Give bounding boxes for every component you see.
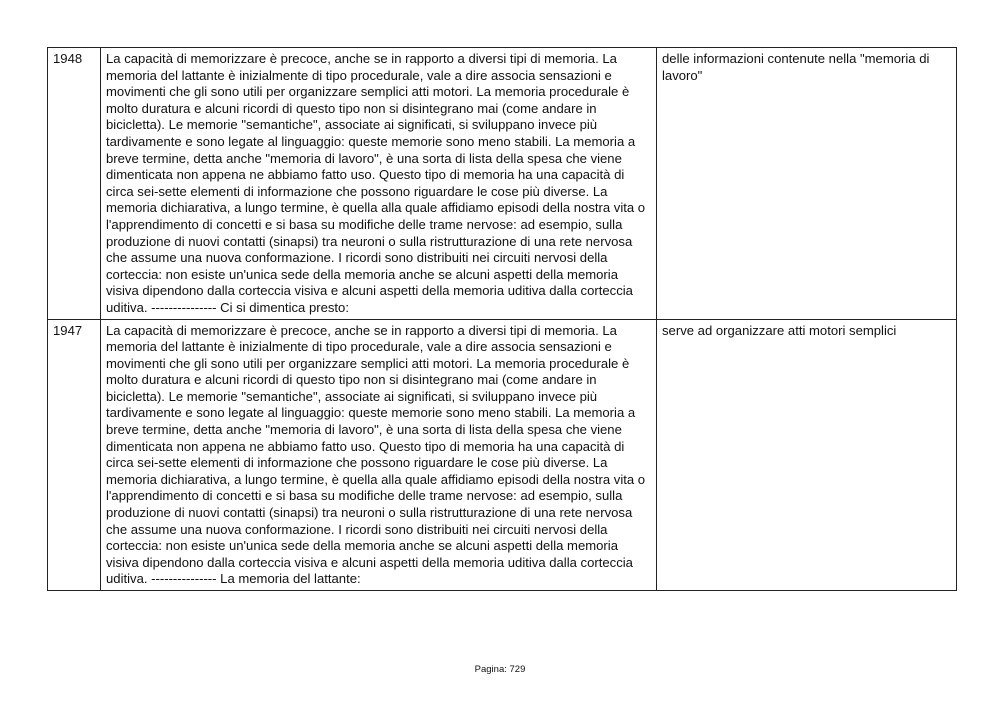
table-row bbox=[48, 319, 957, 591]
question-text: La capacità di memorizzare è precoce, anche se in rapporto a diversi tipi di memoria. La memoria del lattante è inizialmente di tipo procedurale, vale a dire associa sensazioni e movimenti che gli sono utili per organizzare semplici atti motori. La memoria procedurale è molto duratura e alcuni ricordi di questo tipo non si disintegrano mai (come andare in bicicletta). Le memorie "semantiche", associate ai significati, si sviluppano invece più tardivamente e sono legate al linguaggio: queste memorie sono meno stabili. La memoria a breve termine, detta anche "memoria di lavoro", è una sorta di lista della spesa che viene dimenticata non appena ne abbiamo fatto uso. Questo tipo di memoria ha una capacità di circa sei-sette elementi di informazione che possono riguardare le cose più diverse. La memoria dichiarativa, a lungo termine, è quella alla quale affidiamo episodi della nostra vita o l'apprendimento di concetti e si basa su modifiche delle trame nervose: ad esempio, sulla produzione di nuovi contatti (sinapsi) tra neuroni o sulla ristrutturazione di una rete nervosa che assume una nuova conformazione. I ricordi sono distribuiti nei circuiti nervosi della corteccia: non esiste un'unica sede della memoria anche se alcuni aspetti della memoria visiva dipendono dalla corteccia visiva e alcuni aspetti della memoria uditiva dalla corteccia uditiva. --------------- Ci si dimentica presto: bbox=[101, 48, 657, 320]
answer-text: serve ad organizzare atti motori semplici bbox=[657, 319, 957, 591]
question-id: 1947 bbox=[48, 319, 101, 591]
question-text: La capacità di memorizzare è precoce, anche se in rapporto a diversi tipi di memoria. La memoria del lattante è inizialmente di tipo procedurale, vale a dire associa sensazioni e movimenti che gli sono utili per organizzare semplici atti motori. La memoria procedurale è molto duratura e alcuni ricordi di questo tipo non si disintegrano mai (come andare in bicicletta). Le memorie "semantiche", associate ai significati, si sviluppano invece più tardivamente e sono legate al linguaggio: queste memorie sono meno stabili. La memoria a breve termine, detta anche "memoria di lavoro", è una sorta di lista della spesa che viene dimenticata non appena ne abbiamo fatto uso. Questo tipo di memoria ha una capacità di circa sei-sette elementi di informazione che possono riguardare le cose più diverse. La memoria dichiarativa, a lungo termine, è quella alla quale affidiamo episodi della nostra vita o l'apprendimento di concetti e si basa su modifiche delle trame nervose: ad esempio, sulla produzione di nuovi contatti (sinapsi) tra neuroni o sulla ristrutturazione di una rete nervosa che assume una nuova conformazione. I ricordi sono distribuiti nei circuiti nervosi della corteccia: non esiste un'unica sede della memoria anche se alcuni aspetti della memoria visiva dipendono dalla corteccia visiva e alcuni aspetti della memoria uditiva dalla corteccia uditiva. --------------- La memoria del lattante: bbox=[101, 319, 657, 591]
page-number: Pagina: 729 bbox=[474, 664, 526, 675]
question-id: 1948 bbox=[48, 48, 101, 320]
question-table bbox=[47, 47, 957, 591]
table-row bbox=[48, 48, 957, 320]
answer-text: delle informazioni contenute nella "memoria di lavoro" bbox=[657, 48, 957, 320]
